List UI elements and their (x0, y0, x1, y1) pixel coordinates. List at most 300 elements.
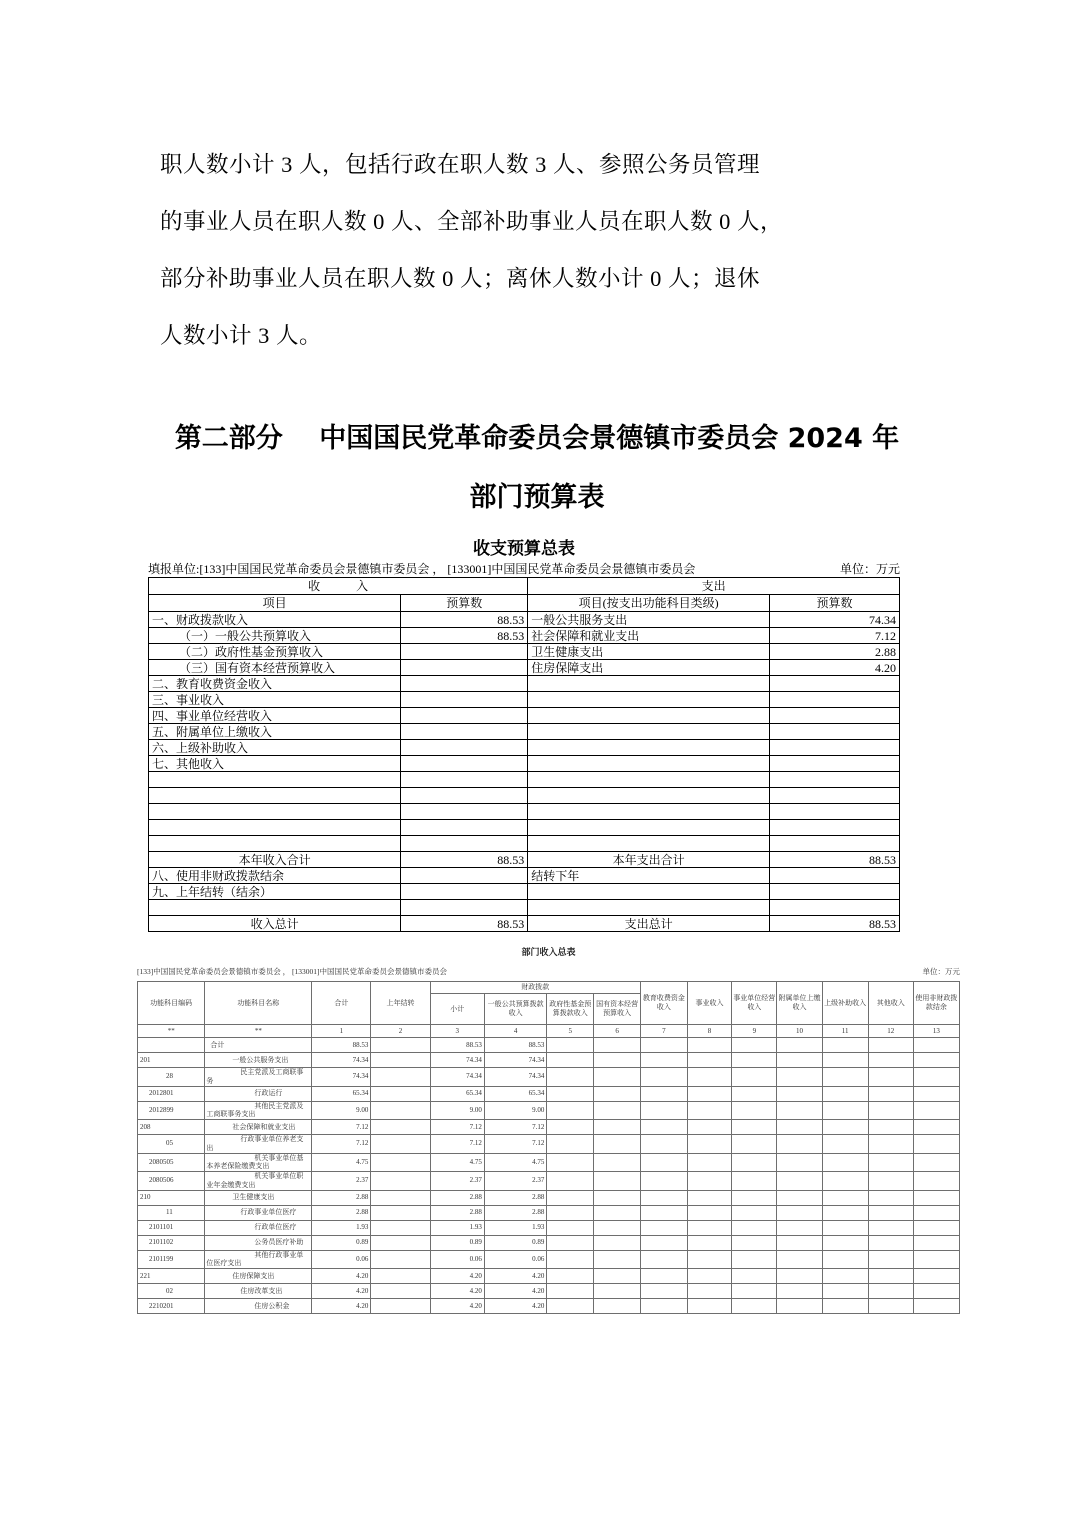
t2-value-cell (687, 1086, 731, 1101)
t2-value-cell (868, 1135, 913, 1154)
t1-expense-value-cell (770, 836, 900, 852)
t1-expense-item-cell (528, 788, 770, 804)
t1-column-header-row (149, 595, 900, 612)
t2-value-cell (371, 1205, 430, 1220)
t1-income-item-cell: 九、上年结转（结余） (149, 884, 401, 900)
t2-code-cell: 28 (138, 1068, 205, 1087)
table2-meta (137, 966, 960, 977)
t2-value-cell (371, 1153, 430, 1172)
t2-value-cell (913, 1250, 959, 1269)
section-title-line1: 第二部分 中国国民党革命委员会景德镇市委员会 2024 年 (174, 423, 900, 454)
t2-index-cell: 10 (777, 1025, 822, 1038)
t1-income-value-cell (401, 772, 528, 788)
t2-code-cell: 2080505 (138, 1153, 205, 1172)
t2-value-cell (732, 1120, 777, 1135)
t2-value-cell (732, 1068, 777, 1087)
t2-value-cell (868, 1068, 913, 1087)
t2-value-cell (822, 1053, 868, 1068)
table1-unit-label: 单位：万元 (839, 562, 900, 576)
t2-value-cell (687, 1153, 731, 1172)
t2-value-cell (371, 1284, 430, 1299)
t1-income-item-cell (149, 772, 401, 788)
t2-value-cell: 7.12 (312, 1120, 371, 1135)
t1-budget2-header: 预算数 (770, 595, 900, 612)
t2-code-header: 功能科目编码 (138, 982, 205, 1025)
t2-value-cell (371, 1299, 430, 1314)
t2-value-cell: 2.88 (312, 1205, 371, 1220)
t2-code-cell: 2210201 (138, 1299, 205, 1314)
t2-value-cell (913, 1120, 959, 1135)
t2-value-cell: 2.37 (484, 1172, 546, 1191)
t2-value-cell: 1.93 (484, 1220, 546, 1235)
t1-row (149, 900, 900, 916)
t2-value-cell: 2.37 (430, 1172, 484, 1191)
t2-index-cell: 4 (484, 1025, 546, 1038)
t2-value-cell (641, 1068, 688, 1087)
t2-value-cell: 4.20 (312, 1299, 371, 1314)
t1-expense-item-cell (528, 804, 770, 820)
t2-value-cell (641, 1038, 688, 1053)
department-income-table (137, 981, 960, 1314)
t2-index-cell: 3 (430, 1025, 484, 1038)
t2-code-cell: 2012801 (138, 1086, 205, 1101)
t1-budget-header: 预算数 (401, 595, 528, 612)
t1-income-value-cell (401, 724, 528, 740)
t2-value-cell (371, 1038, 430, 1053)
t2-value-cell (547, 1135, 594, 1154)
t2-value-cell (913, 1269, 959, 1284)
t2-value-cell (777, 1120, 822, 1135)
t2-value-cell (777, 1205, 822, 1220)
t2-general-budget-header: 一般公共预算拨款收入 (484, 994, 546, 1025)
t2-value-cell (371, 1086, 430, 1101)
t2-value-cell (777, 1299, 822, 1314)
t2-value-cell (687, 1205, 731, 1220)
t2-value-cell (822, 1101, 868, 1120)
t2-value-cell (687, 1220, 731, 1235)
t1-expense-value-cell: 88.53 (770, 916, 900, 932)
t1-expense-item-cell: 社会保障和就业支出 (528, 628, 770, 644)
t2-index-cell: 8 (687, 1025, 731, 1038)
t2-index-cell: 5 (547, 1025, 594, 1038)
t2-code-cell: 11 (138, 1205, 205, 1220)
t2-value-cell: 0.89 (312, 1235, 371, 1250)
t2-row (138, 1220, 960, 1235)
t2-value-cell: 4.75 (312, 1153, 371, 1172)
t2-value-cell: 4.20 (484, 1284, 546, 1299)
t2-value-cell (913, 1190, 959, 1205)
t2-value-cell (777, 1068, 822, 1087)
t2-value-cell: 74.34 (484, 1068, 546, 1087)
t2-name-cell: 住房保障支出 (205, 1269, 312, 1284)
t2-value-cell: 74.34 (484, 1053, 546, 1068)
t1-income-item-cell: 六、上级补助收入 (149, 740, 401, 756)
t2-non-fiscal-balance-header: 使用非财政拨款结余 (913, 982, 959, 1025)
t2-value-cell (371, 1190, 430, 1205)
t1-expense-value-cell: 74.34 (770, 612, 900, 628)
t2-value-cell (777, 1153, 822, 1172)
t2-value-cell: 88.53 (430, 1038, 484, 1053)
t2-code-cell: 2012899 (138, 1101, 205, 1120)
t2-value-cell (913, 1299, 959, 1314)
t2-row (138, 1235, 960, 1250)
t2-name-cell: 其他民主党派及工商联事务支出 (205, 1101, 312, 1120)
t2-value-cell (732, 1135, 777, 1154)
t1-income-value-cell (401, 676, 528, 692)
table2-unit-label: 单位：万元 (922, 967, 960, 976)
t1-row (149, 740, 900, 756)
t2-value-cell (732, 1235, 777, 1250)
t2-code-cell: 2101102 (138, 1235, 205, 1250)
t1-expense-item-cell (528, 836, 770, 852)
t1-row (149, 852, 900, 868)
t2-name-cell: 行政单位医疗 (205, 1220, 312, 1235)
t2-value-cell (594, 1135, 641, 1154)
t1-expense-item-cell: 结转下年 (528, 868, 770, 884)
table1-meta (148, 560, 900, 577)
t1-expense-item-cell (528, 708, 770, 724)
t2-value-cell (547, 1086, 594, 1101)
t2-value-cell (641, 1250, 688, 1269)
t2-value-cell (594, 1284, 641, 1299)
t2-superior-subsidy-header: 上级补助收入 (822, 982, 868, 1025)
t2-value-cell (777, 1101, 822, 1120)
t2-value-cell (641, 1101, 688, 1120)
t2-value-cell: 2.88 (430, 1205, 484, 1220)
table1-title: 收支预算总表 (473, 539, 575, 559)
t2-row (138, 1135, 960, 1154)
t2-name-cell: 机关事业单位职业年金缴费支出 (205, 1172, 312, 1191)
t2-value-cell (547, 1053, 594, 1068)
t2-value-cell (868, 1101, 913, 1120)
t2-affiliated-remit-header: 附属单位上缴收入 (777, 982, 822, 1025)
t1-income-value-cell: 88.53 (401, 916, 528, 932)
t2-code-cell: 2080506 (138, 1172, 205, 1191)
t2-value-cell: 4.75 (484, 1153, 546, 1172)
t1-income-item-cell: 四、事业单位经营收入 (149, 708, 401, 724)
t2-value-cell (913, 1038, 959, 1053)
t2-value-cell (732, 1190, 777, 1205)
t2-value-cell (687, 1038, 731, 1053)
t2-code-cell: 05 (138, 1135, 205, 1154)
t2-value-cell (913, 1086, 959, 1101)
intro-line: 部分补助事业人员在职人数 0 人；离休人数小计 0 人；退休 (160, 266, 761, 291)
t2-value-cell (594, 1299, 641, 1314)
t2-value-cell (594, 1250, 641, 1269)
t2-index-cell: 6 (594, 1025, 641, 1038)
t2-value-cell (641, 1205, 688, 1220)
t2-value-cell (547, 1068, 594, 1087)
t2-value-cell (594, 1235, 641, 1250)
t2-value-cell (594, 1190, 641, 1205)
t1-expense-value-cell (770, 740, 900, 756)
t2-value-cell (913, 1068, 959, 1087)
t1-expense-value-cell (770, 804, 900, 820)
t2-name-header: 功能科目名称 (205, 982, 312, 1025)
t1-expense-value-cell: 88.53 (770, 852, 900, 868)
section-title (0, 409, 1074, 527)
t2-value-cell (641, 1284, 688, 1299)
t2-value-cell (822, 1284, 868, 1299)
t1-expense-item-cell (528, 724, 770, 740)
t1-expense-value-cell (770, 820, 900, 836)
t2-value-cell (547, 1101, 594, 1120)
t2-value-cell (594, 1038, 641, 1053)
t2-value-cell (868, 1269, 913, 1284)
t2-value-cell (913, 1284, 959, 1299)
t1-expense-item-cell (528, 772, 770, 788)
t2-row (138, 1101, 960, 1120)
t2-value-cell (868, 1190, 913, 1205)
t2-name-cell: 机关事业单位基本养老保险缴费支出 (205, 1153, 312, 1172)
t2-value-cell (371, 1101, 430, 1120)
t2-value-cell (822, 1068, 868, 1087)
t1-expense-item-cell: 卫生健康支出 (528, 644, 770, 660)
t1-income-value-cell (401, 900, 528, 916)
t2-value-cell (732, 1172, 777, 1191)
t2-value-cell (371, 1120, 430, 1135)
t2-name-cell: 行政事业单位医疗 (205, 1205, 312, 1220)
t2-value-cell (822, 1205, 868, 1220)
t2-value-cell: 88.53 (484, 1038, 546, 1053)
t2-name-cell: 行政事业单位养老支出 (205, 1135, 312, 1154)
t2-value-cell (371, 1053, 430, 1068)
intro-paragraph (160, 136, 916, 364)
t2-value-cell (547, 1299, 594, 1314)
t2-fiscal-group-header: 财政拨款 (430, 982, 640, 994)
t2-value-cell (732, 1086, 777, 1101)
t1-expense-value-cell (770, 900, 900, 916)
t2-value-cell (547, 1269, 594, 1284)
t2-value-cell: 74.34 (312, 1068, 371, 1087)
t1-expense-group-header: 支出 (528, 578, 900, 595)
t2-index-cell: 9 (732, 1025, 777, 1038)
t2-value-cell (371, 1172, 430, 1191)
t2-name-cell: 社会保障和就业支出 (205, 1120, 312, 1135)
t2-value-cell (594, 1205, 641, 1220)
t2-value-cell (913, 1220, 959, 1235)
t1-income-item-cell: 三、事业收入 (149, 692, 401, 708)
t2-code-cell (138, 1038, 205, 1053)
t1-expense-item-cell (528, 692, 770, 708)
t2-value-cell (822, 1038, 868, 1053)
t1-row (149, 628, 900, 644)
t2-value-cell (822, 1269, 868, 1284)
t2-code-cell: 210 (138, 1190, 205, 1205)
t2-value-cell (641, 1172, 688, 1191)
t1-income-value-cell (401, 708, 528, 724)
t2-value-cell (913, 1153, 959, 1172)
t2-value-cell (868, 1250, 913, 1269)
t1-expense-value-cell (770, 788, 900, 804)
t2-value-cell (594, 1053, 641, 1068)
t1-income-value-cell: 88.53 (401, 628, 528, 644)
t1-income-value-cell (401, 868, 528, 884)
t1-expense-value-cell (770, 868, 900, 884)
t2-row (138, 1299, 960, 1314)
t1-row (149, 724, 900, 740)
t2-value-cell: 1.93 (312, 1220, 371, 1235)
t2-value-cell (822, 1235, 868, 1250)
section-title-line2: 部门预算表 (469, 482, 605, 513)
t2-value-cell: 4.20 (312, 1284, 371, 1299)
t2-header-row1 (138, 982, 960, 994)
t2-code-cell: 208 (138, 1120, 205, 1135)
t2-value-cell (732, 1220, 777, 1235)
t2-value-cell: 65.34 (484, 1086, 546, 1101)
t1-row (149, 676, 900, 692)
t2-value-cell (822, 1172, 868, 1191)
t2-value-cell (822, 1299, 868, 1314)
t2-value-cell (777, 1190, 822, 1205)
t2-value-cell: 4.20 (430, 1269, 484, 1284)
t2-value-cell (547, 1172, 594, 1191)
t2-value-cell: 0.06 (312, 1250, 371, 1269)
t2-value-cell: 9.00 (430, 1101, 484, 1120)
t2-index-row (138, 1025, 960, 1038)
t1-row (149, 804, 900, 820)
t2-value-cell (687, 1299, 731, 1314)
t2-value-cell: 9.00 (484, 1101, 546, 1120)
t2-value-cell: 4.20 (430, 1299, 484, 1314)
t1-income-value-cell (401, 836, 528, 852)
table2-report-unit: [133]中国国民党革命委员会景德镇市委员会 ， [133001]中国国民党革命委员会景德镇市委员会 (137, 967, 447, 976)
t2-value-cell (687, 1190, 731, 1205)
t2-value-cell: 0.89 (430, 1235, 484, 1250)
t2-value-cell (913, 1205, 959, 1220)
t2-index-cell: 12 (868, 1025, 913, 1038)
t2-value-cell (371, 1269, 430, 1284)
t2-value-cell: 2.88 (430, 1190, 484, 1205)
t1-income-value-cell (401, 756, 528, 772)
t1-row (149, 644, 900, 660)
t2-value-cell (687, 1101, 731, 1120)
t2-value-cell (732, 1269, 777, 1284)
t2-value-cell (777, 1135, 822, 1154)
t2-row (138, 1205, 960, 1220)
t2-value-cell (641, 1120, 688, 1135)
t2-name-cell: 卫生健康支出 (205, 1190, 312, 1205)
t2-value-cell: 4.75 (430, 1153, 484, 1172)
t2-value-cell (777, 1250, 822, 1269)
t1-row (149, 708, 900, 724)
t1-expense-value-cell: 2.88 (770, 644, 900, 660)
t2-value-cell (641, 1153, 688, 1172)
t2-value-cell (547, 1038, 594, 1053)
t2-value-cell (868, 1205, 913, 1220)
t2-value-cell (547, 1220, 594, 1235)
t2-row (138, 1120, 960, 1135)
t1-expense-item-cell: 本年支出合计 (528, 852, 770, 868)
t2-value-cell (732, 1299, 777, 1314)
t2-value-cell (822, 1120, 868, 1135)
t2-value-cell (732, 1101, 777, 1120)
t2-value-cell (547, 1153, 594, 1172)
t1-expense-value-cell: 4.20 (770, 660, 900, 676)
t2-edu-fee-header: 教育收费资金收入 (641, 982, 688, 1025)
t2-value-cell: 7.12 (430, 1120, 484, 1135)
t2-value-cell (641, 1269, 688, 1284)
t2-value-cell (913, 1053, 959, 1068)
t2-index-cell: 11 (822, 1025, 868, 1038)
t2-name-cell: 住房公积金 (205, 1299, 312, 1314)
intro-line: 职人数小计 3 人，包括行政在职人数 3 人、参照公务员管理 (160, 152, 761, 177)
t2-code-cell: 221 (138, 1269, 205, 1284)
t1-row (149, 868, 900, 884)
t2-value-cell (913, 1235, 959, 1250)
t1-income-item-cell: 一、财政拨款收入 (149, 612, 401, 628)
t2-name-cell: 其他行政事业单位医疗支出 (205, 1250, 312, 1269)
t2-value-cell (868, 1172, 913, 1191)
t2-name-cell: 一般公共服务支出 (205, 1053, 312, 1068)
t2-value-cell (732, 1053, 777, 1068)
t1-expense-item-cell (528, 820, 770, 836)
t2-row (138, 1086, 960, 1101)
t2-value-cell (822, 1153, 868, 1172)
t2-row (138, 1153, 960, 1172)
t2-name-cell: 民主党派及工商联事务 (205, 1068, 312, 1087)
t2-value-cell (371, 1220, 430, 1235)
t2-value-cell (732, 1250, 777, 1269)
t2-value-cell (868, 1299, 913, 1314)
t1-income-value-cell: 88.53 (401, 852, 528, 868)
t2-value-cell (913, 1172, 959, 1191)
t2-value-cell: 65.34 (312, 1086, 371, 1101)
t2-row (138, 1172, 960, 1191)
intro-line: 的事业人员在职人数 0 人、全部补助事业人员在职人数 0 人， (160, 209, 784, 234)
table1-report-unit: 填报单位:[133]中国国民党革命委员会景德镇市委员会 ， [133001]中国国民党革命委员会景德镇市委员会 (148, 562, 696, 576)
t2-name-cell: 合计 (205, 1038, 312, 1053)
budget-summary-table (148, 577, 900, 932)
t1-expense-item-cell (528, 740, 770, 756)
t2-index-cell: ** (138, 1025, 205, 1038)
t2-value-cell (777, 1053, 822, 1068)
t2-value-cell: 1.93 (430, 1220, 484, 1235)
t2-subtotal-header: 小计 (430, 994, 484, 1025)
t2-name-cell: 行政运行 (205, 1086, 312, 1101)
t2-value-cell (594, 1153, 641, 1172)
t2-row (138, 1250, 960, 1269)
t2-value-cell (594, 1172, 641, 1191)
t2-value-cell (868, 1086, 913, 1101)
t2-value-cell: 2.37 (312, 1172, 371, 1191)
t2-value-cell (913, 1101, 959, 1120)
t2-value-cell (547, 1120, 594, 1135)
t2-value-cell: 7.12 (430, 1135, 484, 1154)
t2-value-cell: 4.20 (312, 1269, 371, 1284)
intro-line: 人数小计 3 人。 (160, 323, 323, 348)
t2-value-cell (371, 1135, 430, 1154)
t2-value-cell (594, 1086, 641, 1101)
t2-name-cell: 住房改革支出 (205, 1284, 312, 1299)
t2-value-cell (732, 1284, 777, 1299)
t1-income-value-cell (401, 740, 528, 756)
t1-row (149, 820, 900, 836)
t1-income-item-cell: （二）政府性基金预算收入 (149, 644, 401, 660)
t2-value-cell (594, 1269, 641, 1284)
t2-value-cell (913, 1135, 959, 1154)
t2-value-cell (868, 1120, 913, 1135)
t1-expense-value-cell (770, 724, 900, 740)
t2-value-cell (732, 1153, 777, 1172)
t1-row (149, 836, 900, 852)
t1-expense-value-cell (770, 884, 900, 900)
t2-value-cell (822, 1086, 868, 1101)
t1-expense-item-cell (528, 756, 770, 772)
t2-value-cell: 7.12 (484, 1120, 546, 1135)
t1-income-value-cell (401, 788, 528, 804)
t2-value-cell: 74.34 (430, 1068, 484, 1087)
